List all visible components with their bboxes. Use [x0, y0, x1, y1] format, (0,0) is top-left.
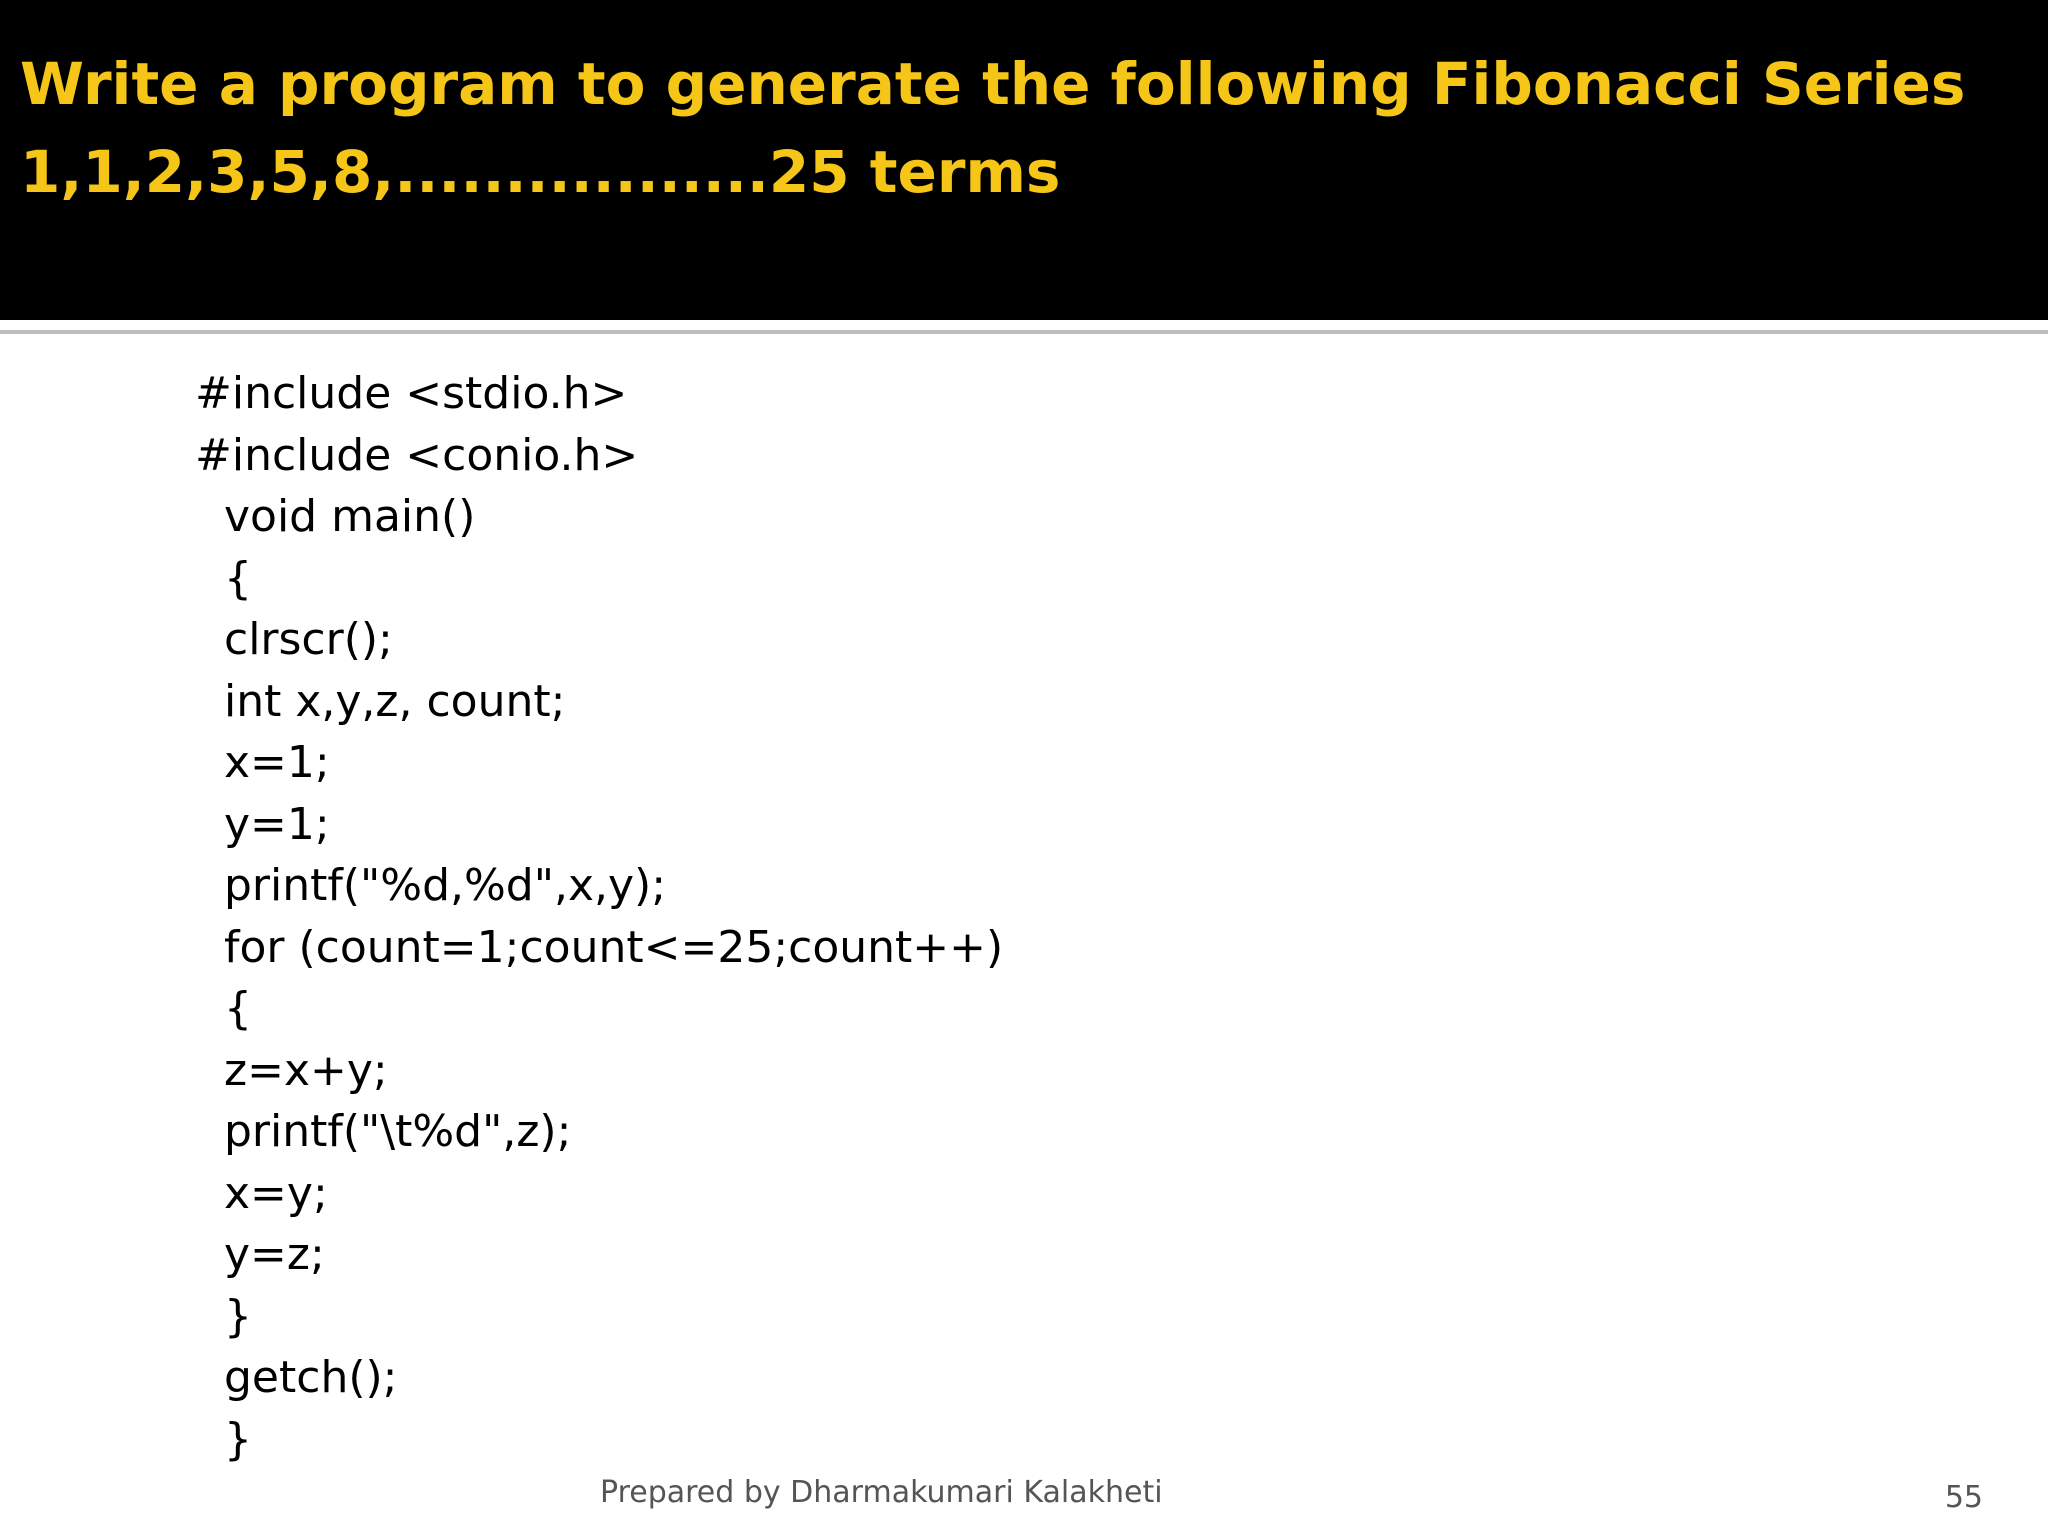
code-line: z=x+y; — [224, 1044, 388, 1096]
code-line: { — [224, 552, 252, 604]
code-line: { — [224, 983, 252, 1034]
code-line: printf("%d,%d",x,y); — [224, 860, 667, 911]
code-line: int x,y,z, count; — [224, 675, 566, 727]
title-bar — [0, 0, 2048, 320]
divider — [0, 330, 2048, 334]
code-line: } — [224, 1413, 252, 1465]
slide-title: Write a program to generate the following Fibonacci Series 1,1,2,3,5,8,.................25 terms — [20, 50, 1966, 206]
code-line: #include <stdio.h> — [195, 368, 628, 419]
code-line: } — [224, 1290, 252, 1342]
slide-footer: Prepared by Dharmakumari Kalakheti — [600, 1475, 1163, 1510]
code-line: clrscr(); — [224, 614, 393, 665]
code-line: for (count=1;count<=25;count++) — [224, 921, 1004, 973]
code-line: getch(); — [224, 1352, 398, 1403]
code-line: #include <conio.h> — [195, 429, 639, 481]
code-line: x=1; — [224, 737, 330, 788]
code-line: printf("\t%d",z); — [224, 1106, 572, 1157]
code-line: y=1; — [224, 798, 330, 850]
code-line: y=z; — [224, 1229, 325, 1280]
code-block — [195, 363, 1003, 1470]
code-line: void main() — [224, 491, 476, 542]
code-line: x=y; — [224, 1167, 328, 1219]
page-number: 55 — [1944, 1480, 1983, 1515]
